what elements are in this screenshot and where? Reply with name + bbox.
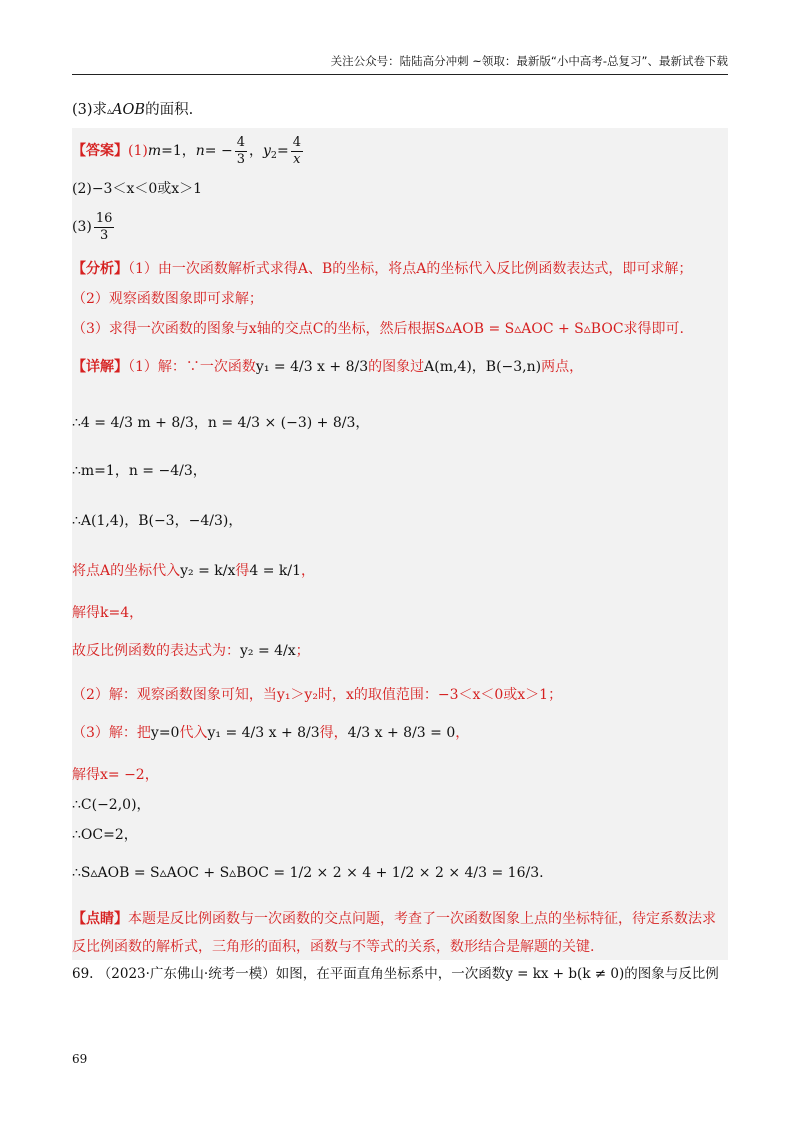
detail-9c: 得， [319,725,348,741]
answer-y-sub: 2 [270,150,277,162]
answer-line-1 [72,136,305,166]
detail-7a: 故反比例函数的表达式为： [72,643,240,659]
answer-line-2: (2)−3＜x＜0或x＞1 [72,181,203,197]
detail-line-10: 解得x= −2， [72,767,159,783]
detail-tag: 【详解】 [72,359,128,375]
detail-1c: 两点， [541,359,584,375]
detail-1-expr: y₁ = 4/3 x + 8/3 [255,359,369,375]
detail-line-11: ∴C(−2,0)， [72,797,151,813]
detail-5c: ， [301,563,316,579]
page-header: 关注公众号：陆陆高分冲刺 ~领取：最新版“小中高考-总复习”、最新试卷下载 [72,50,728,75]
detail-5b: 得 [235,563,250,579]
page-number: 69 [72,1052,88,1066]
analysis-tag: 【分析】 [72,261,128,277]
detail-9-y0: y=0 [150,725,180,741]
detail-line-9 [72,726,469,740]
detail-1b: 的图象过 [368,359,425,375]
comment-tag: 【点睛】 [72,911,128,927]
detail-9d: ， [455,725,470,741]
answer-eq1: =1， [161,143,196,160]
comment-line-1 [72,912,716,926]
answer-m: m [147,143,162,160]
detail-line-1 [72,360,583,374]
detail-9-e1: y₁ = 4/3 x + 8/3 [207,725,320,741]
answer-3-fraction: $\frac{16}{3}$ [95,211,113,243]
answer-eq3: = [276,143,289,160]
detail-9b: 代入 [179,725,208,741]
solution-panel [72,128,728,960]
answer-tag: 【答案】 [72,143,128,160]
detail-line-4: ∴A(1,4)，B(−3，−4/3)， [72,513,243,529]
q3-prefix: (3)求 [72,102,108,118]
answer-n: n [195,143,205,160]
answer-line-3 [72,212,116,242]
q3-suffix: 的面积. [145,102,194,118]
answer-y2-fraction: $\frac{4}{x}$ [292,135,301,167]
detail-line-2: ∴4 = 4/3 m + 8/3，n = 4/3 × (−3) + 8/3， [72,415,370,431]
detail-9-e2: 4/3 x + 8/3 = 0 [347,725,456,741]
comment-text-1: 本题是反比例函数与一次函数的交点问题，考查了一次函数图象上点的坐标特征，待定系数法求 [128,911,716,927]
answer-sep: ， [249,143,263,160]
detail-line-13: ∴S▵AOB = S▵AOC + S▵BOC = 1/2 × 2 × 4 + 1/2 × 2 × 4/3 = 16/3. [72,865,544,881]
answer-y: y [263,143,271,160]
detail-5-e2: 4 = k/1 [249,563,302,579]
detail-line-8: （2）解：观察函数图象可知，当y₁＞y₂时，x的取值范围：−3＜x＜0或x＞1； [72,687,563,703]
question-3 [72,98,193,119]
triangle-symbol: ▵ [107,106,113,117]
answer-part3: (3) [72,219,92,236]
detail-line-3: ∴m=1，n = −4/3， [72,463,207,479]
next-question: 69. （2023·广东佛山·统考一模）如图，在平面直角坐标系中，一次函数y = kx + b(k ≠ 0)的图象与反比例 [72,966,719,982]
analysis-line-1 [72,262,692,276]
analysis-line-2: （2）观察函数图象即可求解； [72,291,263,307]
detail-line-12: ∴OC=2， [72,827,138,843]
detail-7-e: y₂ = 4/x [240,643,296,659]
detail-5a: 将点A的坐标代入 [72,563,181,579]
answer-n-fraction: $\frac{4}{3}$ [236,135,245,167]
detail-9a: （3）解：把 [72,725,151,741]
analysis-line-3: （3）求得一次函数的图象与x轴的交点C的坐标，然后根据S▵AOB = S▵AOC + S▵BOC求得即可. [72,321,684,337]
q3-label: AOB [112,102,146,118]
answer-part1: (1) [128,143,148,160]
detail-7b: ； [295,643,310,659]
comment-line-2: 反比例函数的解析式，三角形的面积，函数与不等式的关系，数形结合是解题的关键. [72,939,595,955]
detail-line-6: 解得k=4， [72,605,144,621]
answer-eq2: = − [204,143,233,160]
detail-line-7 [72,644,310,658]
detail-line-5 [72,564,315,578]
detail-1a: （1）解：∵一次函数 [128,359,256,375]
detail-1-points: A(m,4)，B(−3,n) [424,359,542,375]
detail-5-e1: y₂ = k/x [180,563,236,579]
analysis-text-1: （1）由一次函数解析式求得A、B的坐标，将点A的坐标代入反比例函数表达式，即可求解； [128,261,693,277]
